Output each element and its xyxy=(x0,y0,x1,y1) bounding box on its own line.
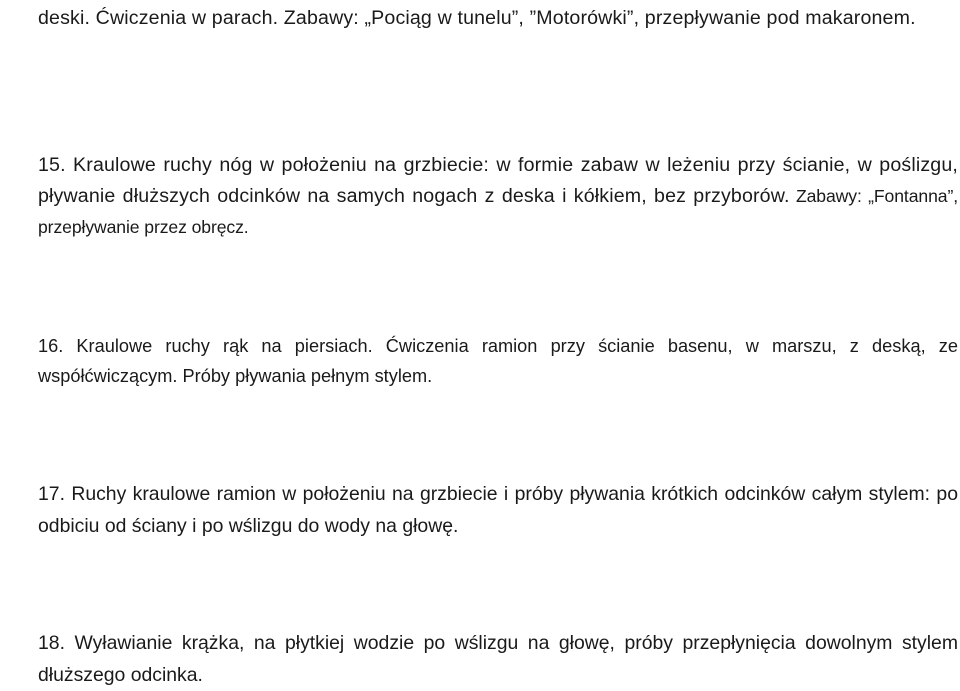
paragraph-14-continuation: deski. Ćwiczenia w parach. Zabawy: „Pociąg w tunelu”, ”Motorówki”, przepływanie pod makaronem. xyxy=(38,7,916,29)
paragraph-18: 18. Wyławianie krążka, na płytkiej wodzie po wślizgu na głowę, próby przepłynięcia dowolnym stylem dłuższego odcinka. xyxy=(38,632,958,686)
paragraph-15-main-text: 15. Kraulowe ruchy nóg w położeniu na grzbiecie: w formie zabaw w leżeniu przy ścianie, w poślizgu, pływanie dłuższych odcinków na samych nogach z deska i kółkiem, bez przyborów. xyxy=(38,154,958,207)
paragraph-17: 17. Ruchy kraulowe ramion w położeniu na grzbiecie i próby pływania krótkich odcinków całym stylem: po odbiciu od ściany i po wślizgu do wody na głowę. xyxy=(38,483,958,537)
paragraph-15-games-text: Zabawy: „Fontanna”, przepływanie przez obręcz. xyxy=(38,186,959,237)
paragraph-15 xyxy=(38,150,958,243)
paragraph-16: 16. Kraulowe ruchy rąk na piersiach. Ćwiczenia ramion przy ścianie basenu, w marszu, z deską, ze współćwiczącym. Próby pływania pełnym stylem. xyxy=(38,336,958,386)
